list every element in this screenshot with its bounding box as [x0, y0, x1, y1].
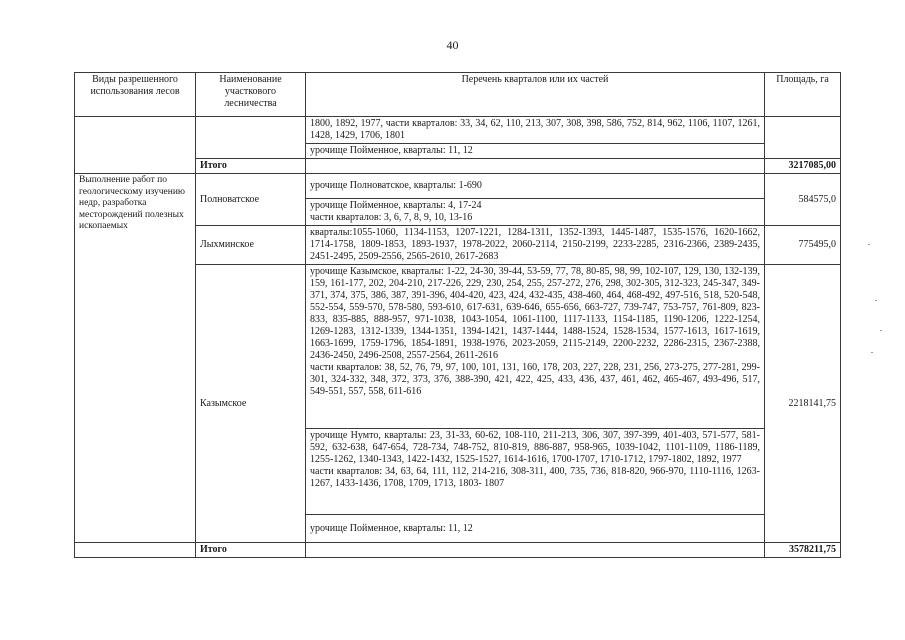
kazymskoe-item2-parts: части кварталов: 34, 63, 64, 111, 112, 214-216, 308-311, 400, 735, 736, 818-820, 966-970, 1110-1116, 1263-1267, 1433-1436, 1708, 1709, 1713, 1803- 1807 — [310, 466, 760, 489]
continuation-parts-cell — [306, 117, 765, 144]
header-area: Площадь, га — [765, 73, 841, 117]
continuation-forestry-cell — [196, 117, 306, 159]
area-lykhminskoe: 775495,0 — [765, 226, 841, 265]
polnovatskoe-item2-cell — [306, 199, 765, 226]
lykhminskoe-quarters: кварталы:1055-1060, 1134-1153, 1207-1221, 1284-1311, 1352-1393, 1445-1487, 1535-1576, 1620-1662, 1714-1758, 1809-1853, 1893-1937, 1978-2022, 2060-2114, 2150-2199, 2233-2285, 2316-2366, 2389-2435, 2451-2495, 2509-2556, 2565-2610, 2617-2683 — [306, 226, 765, 265]
header-use-type: Виды разрешенного использования лесов — [75, 73, 196, 117]
continuation-poymennoe-cell: урочище Пойменное, кварталы: 11, 12 — [306, 144, 765, 159]
forestry-kazymskoe: Казымское — [196, 265, 306, 543]
polnovatskoe-row-1 — [75, 174, 841, 199]
total-label-2: Итого — [196, 543, 306, 558]
polnovatskoe-item2-parts: части кварталов: 3, 6, 7, 8, 9, 10, 13-16 — [310, 212, 473, 223]
total-area-2: 3578211,75 — [765, 543, 841, 558]
area-kazymskoe: 2218141,75 — [765, 265, 841, 543]
forest-use-table — [74, 72, 841, 558]
kazymskoe-item2-cell — [306, 429, 765, 515]
polnovatskoe-item1: урочище Полноватское, кварталы: 1-690 — [306, 174, 765, 199]
page-number: 40 — [446, 38, 459, 52]
scan-speck — [875, 300, 877, 301]
total-empty-use-2 — [75, 543, 196, 558]
kazymskoe-item3: урочище Пойменное, кварталы: 11, 12 — [306, 515, 765, 543]
total-label-1: Итого — [196, 159, 306, 174]
area-polnovatskoe: 584575,0 — [765, 174, 841, 226]
continuation-parts-text: 1800, 1892, 1977, части кварталов: 33, 34, 62, 110, 213, 307, 308, 398, 586, 752, 814, 962, 1106, 1107, 1261, 1428, 1429, 1706, 1801 — [310, 118, 760, 141]
continuation-use-cell — [75, 117, 196, 174]
kazymskoe-item1-parts: части кварталов: 38, 52, 76, 79, 97, 100, 101, 131, 160, 178, 203, 227, 228, 231, 256, 273-275, 277-281, 299-301, 324-332, 348, 372, 373, 376, 388-390, 421, 422, 425, 433, 436, 437, 461, 462, 465-467, 493-496, 517, 549-551, 557, 558, 611-616 — [310, 362, 760, 397]
kazymskoe-item1: урочище Казымское, кварталы: 1-22, 24-30, 39-44, 53-59, 77, 78, 80-85, 98, 99, 102-107, 129, 130, 132-139, 159, 161-177, 202, 204-210, 217-226, 229, 230, 254, 255, 257-272, 276, 298, 302-305, 312-323, 245-347, 349-371, 374, 375, 386, 387, 391-396, 404-420, 423, 424, 432-435, 438-460, 464, 468-492, 497-516, 518, 520-548, 552-554, 559-570, 578-580, 593-610, 617-631, 639-646, 655-656, 663-727, 739-747, 753-757, 761-809, 823-833, 835-885, 888-957, 971-1038, 1043-1054, 1061-1100, 1117-1133, 1154-1185, 1190-1206, 1222-1254, 1269-1283, 1312-1339, 1344-1351, 1394-1421, 1437-1444, 1488-1524, 1528-1534, 1577-1613, 1617-1619, 1663-1699, 1759-1796, 1854-1891, 1938-1976, 2023-2059, 2115-2149, 2200-2232, 2286-2315, 2367-2388, 2436-2450, 2496-2508, 2557-2564, 2611-2616 — [310, 266, 760, 361]
scan-speck — [880, 330, 882, 331]
total-row-2 — [75, 543, 841, 558]
scan-speck — [868, 244, 870, 245]
table-header-row — [75, 73, 841, 117]
use-type-cell: Выполнение работ по геологическому изучению недр, разработка месторождений полезных ископаемых — [75, 174, 196, 543]
scan-speck — [871, 352, 873, 353]
polnovatskoe-item2: урочище Пойменное, кварталы: 4, 17-24 — [310, 200, 482, 211]
header-forestry: Наименование участкового лесничества — [196, 73, 306, 117]
continuation-area-cell — [765, 117, 841, 159]
forestry-lykhminskoe: Лыхминское — [196, 226, 306, 265]
total-area-1: 3217085,00 — [765, 159, 841, 174]
forestry-polnovatskoe: Полноватское — [196, 174, 306, 226]
header-quarters: Перечень кварталов или их частей — [306, 73, 765, 117]
kazymskoe-item1-cell — [306, 265, 765, 429]
total-empty-2 — [306, 543, 765, 558]
total-empty-1 — [306, 159, 765, 174]
kazymskoe-item2: урочище Нумто, кварталы: 23, 31-33, 60-62, 108-110, 211-213, 306, 307, 397-399, 401-403, 571-577, 581-592, 632-638, 647-654, 728-734, 748-752, 810-819, 886-887, 958-965, 1039-1042, 1101-1109, 1186-1189, 1255-1262, 1340-1343, 1422-1432, 1525-1527, 1614-1616, 1700-1707, 1710-1712, 1797-1802, 1892, 1977 — [310, 430, 760, 465]
continuation-row — [75, 117, 841, 144]
